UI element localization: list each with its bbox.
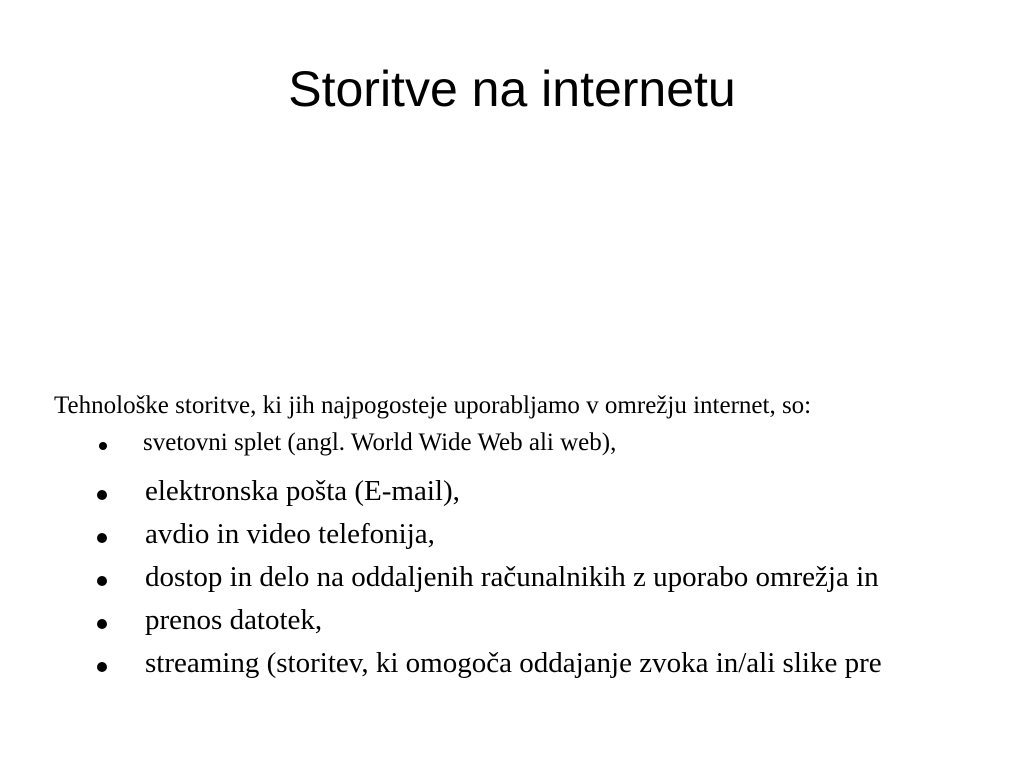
list-item-text: svetovni splet (angl. World Wide Web ali web), xyxy=(143,429,617,456)
bullet-icon xyxy=(97,490,107,500)
list-item-text: dostop in delo na oddaljenih računalnikih z uporabo omrežja in xyxy=(145,561,879,593)
list-item-text: prenos datotek, xyxy=(145,604,323,636)
bullet-icon xyxy=(99,442,107,450)
bullet-icon xyxy=(97,619,107,629)
bullet-icon xyxy=(97,576,107,586)
intro-text: Tehnološke storitve, ki jih najpogosteje uporabljamo v omrežju internet, so: xyxy=(54,392,812,419)
bullet-icon xyxy=(97,662,107,672)
list-item-text: avdio in video telefonija, xyxy=(145,518,435,550)
slide-title: Storitve na internetu xyxy=(288,61,736,117)
list-item-text: streaming (storitev, ki omogoča oddajanje zvoka in/ali slike pre xyxy=(145,647,882,679)
bullet-icon xyxy=(97,533,107,543)
list-item-text: elektronska pošta (E-mail), xyxy=(145,475,460,507)
